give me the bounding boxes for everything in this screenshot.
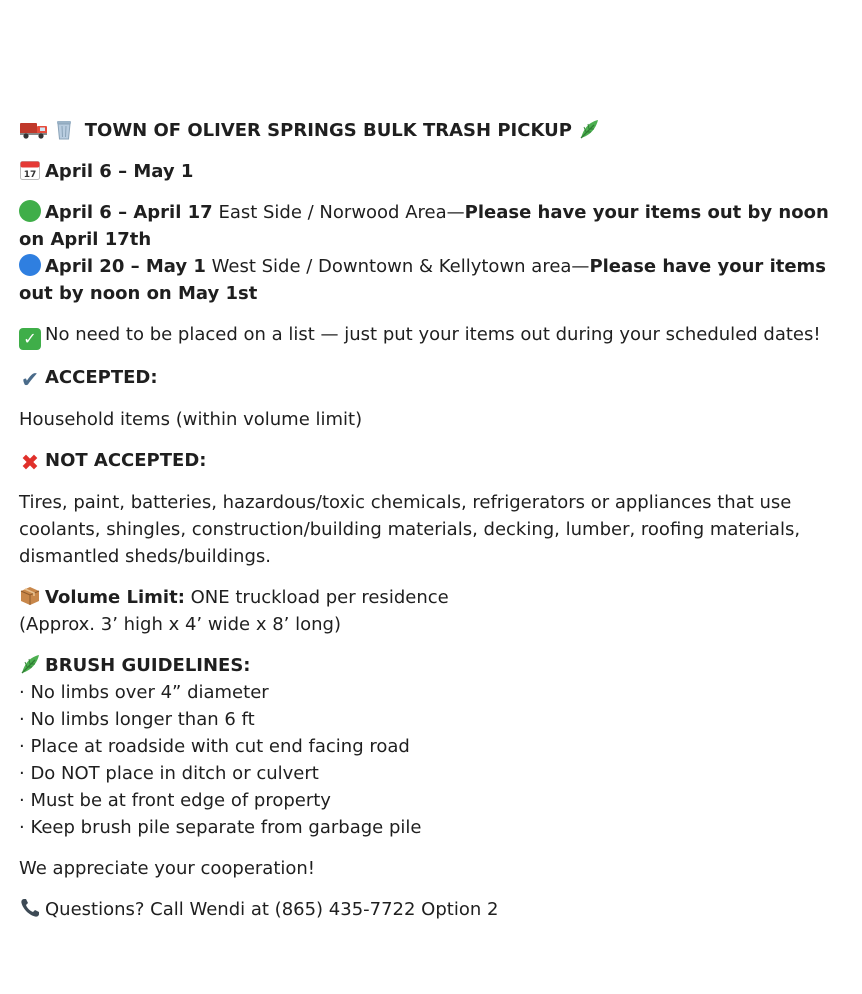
brush-guidelines [19,652,849,841]
accepted-heading-text: ACCEPTED: [45,367,158,388]
volume-text: ONE truckload per residence [184,587,449,608]
schedule-deadline: Please have your items out by noon on April 17th [19,202,829,250]
list-item: · Do NOT place in ditch or culvert [19,763,319,784]
green-circle-icon [19,200,41,222]
volume-dimensions: (Approx. 3’ high x 4’ wide x 8’ long) [19,614,341,635]
truck-icon [19,118,49,140]
svg-text:17: 17 [23,170,37,180]
accepted-text: Household items (within volume limit) [19,409,363,430]
list-item: · Keep brush pile separate from garbage pile [19,817,422,838]
blue-circle-icon [19,254,41,276]
page-title: TOWN OF OLIVER SPRINGS BULK TRASH PICKUP [84,120,572,141]
not-accepted-text: Tires, paint, batteries, hazardous/toxic chemicals, refrigerators or appliances that use coolants, shingles, construction/building materials, decking, lumber, roofing materials, dismantled sheds/buildings. [19,492,801,567]
volume-label: Volume Limit: [45,587,185,608]
calendar-icon [19,159,41,181]
announcement-post [19,117,849,937]
date-range [19,158,849,185]
schedule-area: West Side / Downtown & Kellytown area— [205,256,590,277]
contact-text: Questions? Call Wendi at (865) 435-7722 Option 2 [45,899,499,920]
brush-heading [19,652,849,679]
check-box-icon: ✓ [19,328,41,350]
title-line [19,117,849,144]
trash-can-icon [53,118,75,140]
volume-limit [19,584,849,638]
not-accepted-heading [19,447,849,475]
thanks-text: We appreciate your cooperation! [19,858,316,879]
list-item: · Place at roadside with cut end facing road [19,736,410,757]
brush-heading-text: BRUSH GUIDELINES: [45,655,251,676]
schedule-dates: April 6 – April 17 [45,202,213,223]
list-item: · No limbs longer than 6 ft [19,709,255,730]
telephone-icon [19,897,41,919]
schedule [19,199,849,307]
volume-line [19,584,849,611]
no-list-note [19,321,849,350]
schedule-item-east [19,199,849,253]
schedule-item-west [19,253,849,307]
schedule-area: East Side / Norwood Area— [212,202,465,223]
schedule-deadline: Please have your items out by noon on May 1st [19,256,827,304]
list-item: · No limbs over 4” diameter [19,682,269,703]
not-accepted-heading-text: NOT ACCEPTED: [45,450,207,471]
accepted-heading [19,364,849,392]
contact-line [19,896,849,923]
leaf-icon [19,653,41,675]
list-item: · Must be at front edge of property [19,790,331,811]
leaf-icon [578,118,600,140]
no-list-text: No need to be placed on a list — just put your items out during your scheduled dates! [45,324,821,345]
package-icon [19,585,41,607]
check-mark-icon: ✔ [20,368,40,393]
cross-mark-icon: ✖ [20,451,40,476]
date-range-text: April 6 – May 1 [45,161,194,182]
schedule-dates: April 20 – May 1 [45,256,206,277]
